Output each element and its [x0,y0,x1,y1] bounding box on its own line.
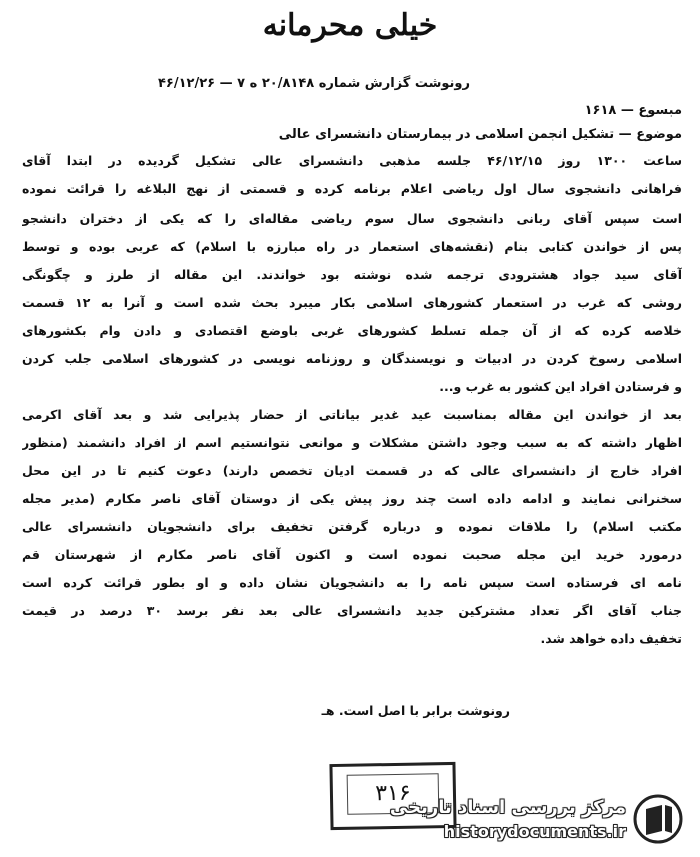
archive-watermark [386,789,686,849]
body-line: درمورد خرید این مجله صحبت نموده است و اکنون آقای ناصر مکارم از شهرستان قم [22,547,682,562]
body-line: خلاصه کرده که از آن جمله تسلط کشورهای غربی باوضع اقتصادی و دادن وام بکشورهای [22,323,682,338]
body-line: افراد خارج از دانشسرای عالی که در قسمت ادیان تخصص دارند) دعوت کنیم تا در این محل [22,463,682,478]
body-line: تخفیف داده خواهد شد. [540,631,682,646]
body-line: سخنرانی نمایند و ادامه داده است چند روز پیش یکی از دوستان آقای ناصر مکارم (مدیر مجله [22,491,682,506]
body-line: جناب آقای اگر تعداد مشترکین جدید دانشسرای عالی بعد نفر برسد ۳۰ درصد در قیمت [22,603,682,618]
archive-logo-icon [632,793,684,845]
classification-title: خیلی محرمانه [262,8,438,43]
body-line: است سپس آقای ربانی دانشجوی سال سوم ریاضی مقاله‌ای را که یکی از دختران دانشجو [22,211,682,226]
copy-certification: رونوشت برابر با اصل است. هـ [321,703,510,718]
report-number-line: رونوشت گزارش شماره ۲۰/۸۱۴۸ ه ۷ — ۴۶/۱۲/۲۶ [158,76,470,91]
body-line: اظهار داشته که به سبب وجود داشتن مشکلات و موانعی نتوانستیم اسم از افراد دانشمند (منظور [22,435,682,450]
body-line: ساعت ۱۳۰۰ روز ۴۶/۱۲/۱۵ جلسه مذهبی دانشسرای عالی تشکیل گردیده در ابتدا آقای [22,153,682,168]
body-line: فراهانی دانشجوی سال اول ریاضی اعلام برنامه کرده و قسمتی از نهج البلاغه را قرائت نموده [22,181,682,196]
body-line: اسلامی رسوخ کردن در ادبیات و نویسندگان و روزنامه نویسی در کشورهای اسلامی جلب کردن [22,351,682,366]
stamp-number: ۳۱۶ [347,773,440,815]
watermark-persian: مرکز بررسی اسناد تاریخی [389,797,626,818]
body-line: و فرستادن افراد این کشور به غرب و... [439,379,682,394]
body-line: آقای سید جواد هشترودی ترجمه شده نوشته بود خواندند. این مقاله از طرز و چگونگی [22,267,682,282]
subject-code-line: مبسوع — ۱۶۱۸ [584,103,682,118]
body-line: مکتب اسلام) را ملاقات نموده و درباره گرفتن تخفیف برای دانشجویان دانشسرای عالی [22,519,682,534]
subject-line: موضوع — تشکیل انجمن اسلامی در بیمارستان دانشسرای عالی [278,127,682,142]
body-line: پس از خواندن کتابی بنام (نقشه‌های استعمار در راه مبارزه با اسلام) که عربی بوده و توسط [22,239,682,254]
body-line: نامه ای فرستاده است سپس نامه را به دانشجویان نشان داده و او بطور قرائت کرده است [22,575,682,590]
body-line: بعد از خواندن این مقاله بمناسبت عید غدیر بیاناتی از حضار پذیرایی شد و بعد آقای اکرمی [22,407,682,422]
watermark-url: historydocuments.ir [443,822,626,841]
body-line: روشی که غرب در استعمار کشورهای اسلامی بکار میبرد بحث شده است و آنرا به ۱۲ قسمت [22,295,682,310]
